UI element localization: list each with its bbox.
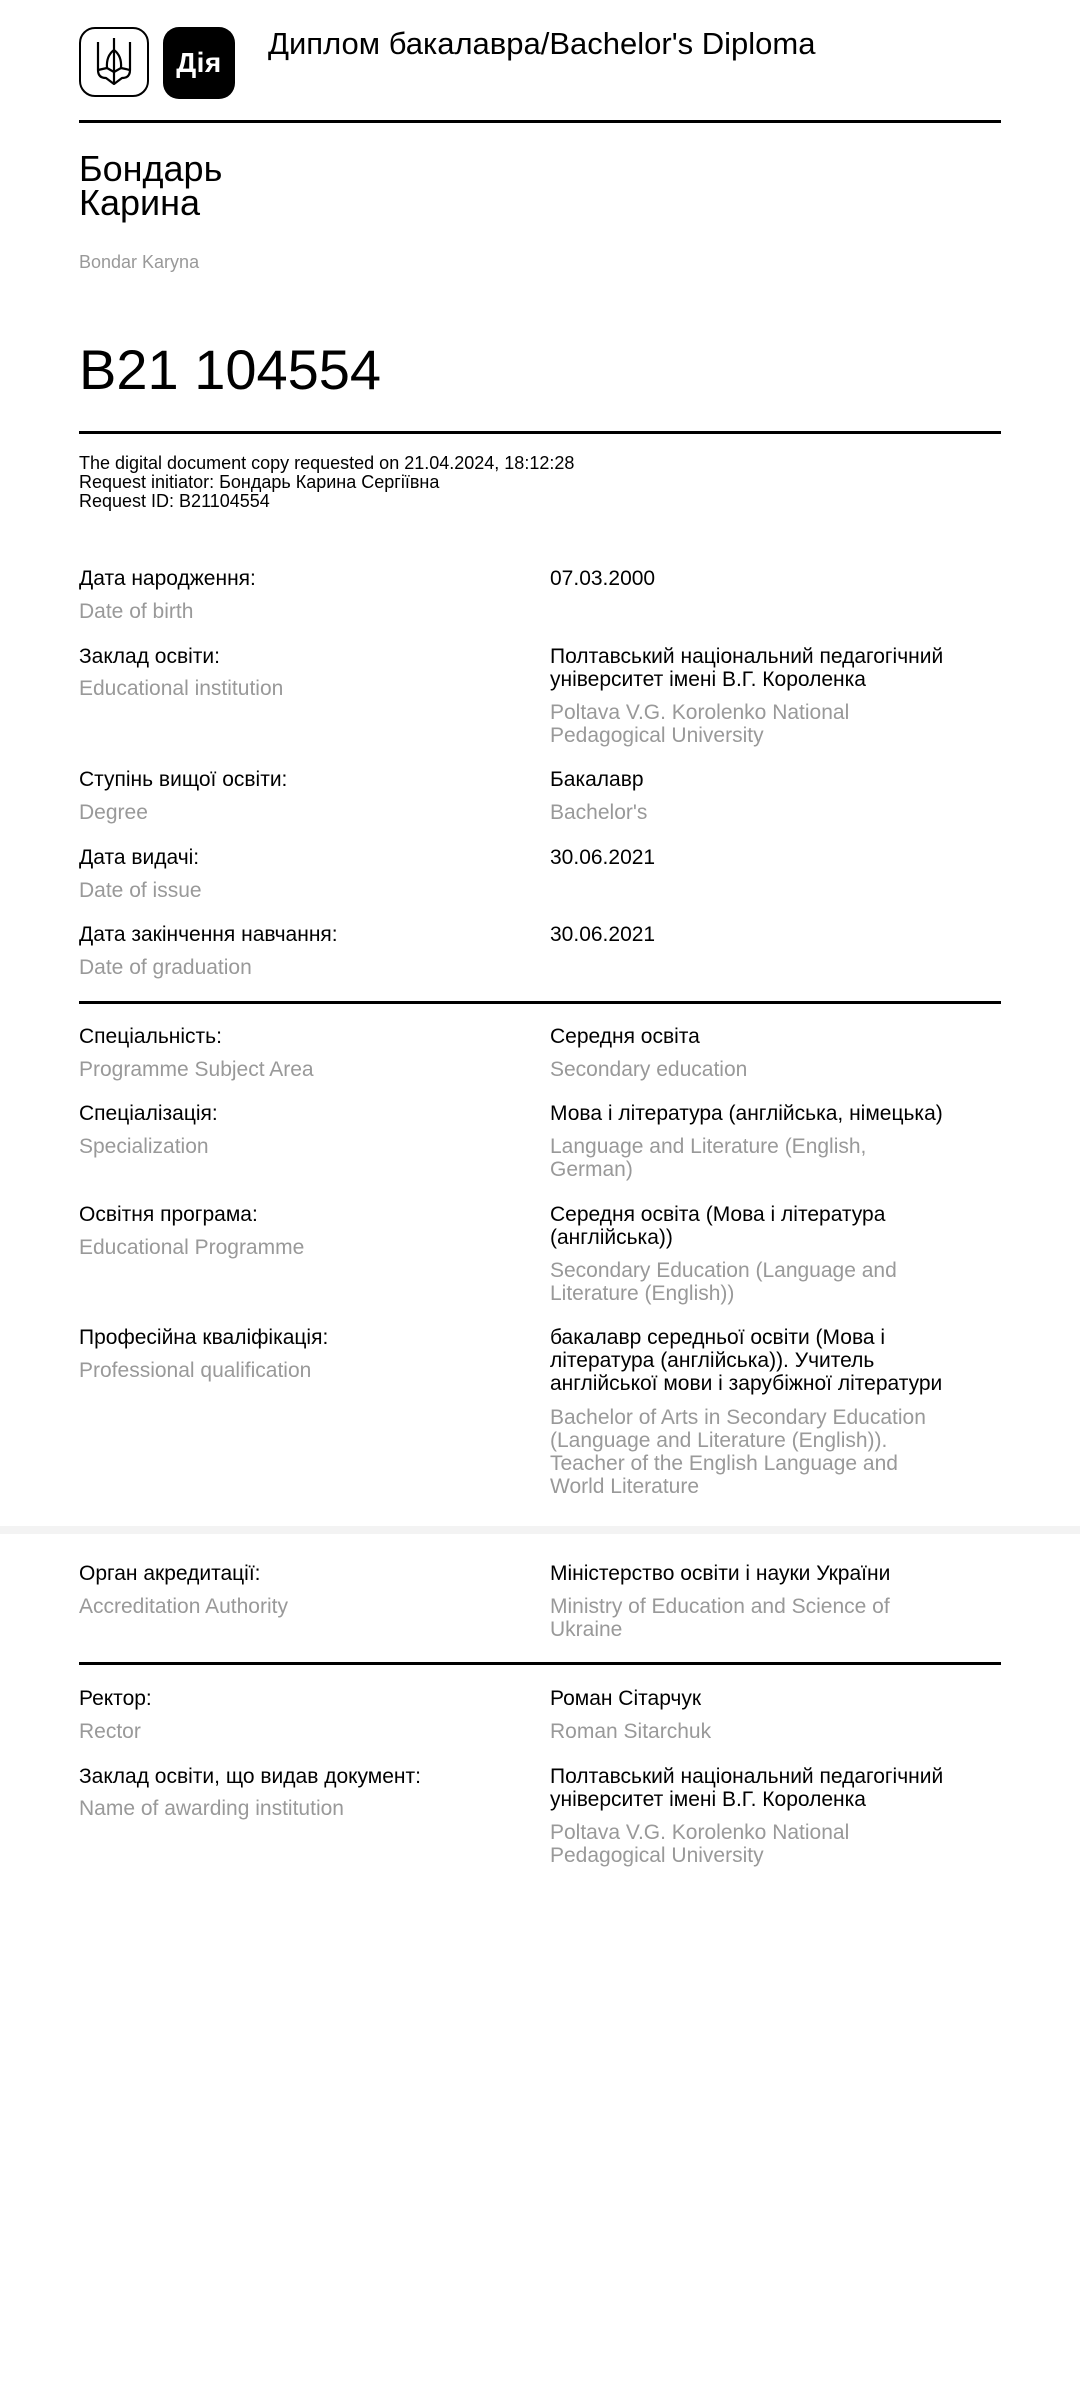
value-line: бакалавр середньої освіти (Мова і xyxy=(550,1326,886,1349)
holder-name xyxy=(79,148,223,223)
field-label-en: Programme Subject Area xyxy=(79,1058,314,1081)
field-label: Ступінь вищої освіти: xyxy=(79,768,288,791)
programme-value xyxy=(550,1203,1010,1249)
field-label-en: Date of birth xyxy=(79,600,194,623)
awarding-institution-value-en xyxy=(550,1821,1000,1867)
birth-date-value: 07.03.2000 xyxy=(550,567,656,590)
value-line: Pedagogical University xyxy=(550,1844,764,1867)
holder-surname: Бондарь xyxy=(79,148,223,189)
holder-name-en: Bondar Karyna xyxy=(79,252,200,272)
holder-given-name: Карина xyxy=(79,182,201,223)
field-label: Спеціальність: xyxy=(79,1025,222,1048)
value-line: Language and Literature (English, xyxy=(550,1135,867,1158)
value-line: література (англійська)). Учитель xyxy=(550,1349,875,1372)
value-line: університет імені В.Г. Короленка xyxy=(550,1788,866,1811)
field-label: Заклад освіти, що видав документ: xyxy=(79,1765,421,1788)
trident-icon-graphic xyxy=(94,36,134,88)
value-line: Poltava V.G. Korolenko National xyxy=(550,1821,850,1844)
value-line: Середня освіта (Мова і література xyxy=(550,1203,886,1226)
field-label-en: Educational Programme xyxy=(79,1236,305,1259)
graduation-date-value: 30.06.2021 xyxy=(550,923,656,946)
issue-date-value: 30.06.2021 xyxy=(550,846,656,869)
value-line: (Language and Literature (English)). xyxy=(550,1429,888,1452)
divider xyxy=(79,1662,1001,1665)
value-line: Pedagogical University xyxy=(550,724,764,747)
value-line: Bachelor of Arts in Secondary Education xyxy=(550,1406,926,1429)
accreditation-value-en xyxy=(550,1595,1000,1641)
value-line: Полтавський національний педагогічний xyxy=(550,1765,944,1788)
field-label: Дата видачі: xyxy=(79,846,200,869)
field-label-en: Name of awarding institution xyxy=(79,1797,344,1820)
diia-logo: Дія xyxy=(163,27,235,99)
qualification-value-en xyxy=(550,1406,1000,1498)
value-line: університет імені В.Г. Короленка xyxy=(550,668,866,691)
subject-value: Середня освіта xyxy=(550,1025,700,1048)
specialization-value-en xyxy=(550,1135,1000,1181)
field-label: Дата народження: xyxy=(79,567,256,590)
section-separator xyxy=(0,1526,1080,1534)
document-header xyxy=(79,27,1000,99)
rector-value: Роман Сітарчук xyxy=(550,1687,702,1710)
value-line: Literature (English)) xyxy=(550,1282,735,1305)
field-label: Ректор: xyxy=(79,1687,152,1710)
field-label: Спеціалізація: xyxy=(79,1102,218,1125)
field-label-en: Specialization xyxy=(79,1135,209,1158)
field-label: Дата закінчення навчання: xyxy=(79,923,338,946)
request-id: Request ID: B21104554 xyxy=(79,491,270,511)
accreditation-value: Міністерство освіти і науки України xyxy=(550,1562,891,1585)
document-title: Диплом бакалавра/Bachelor's Diploma xyxy=(268,26,816,61)
subject-value-en: Secondary education xyxy=(550,1058,748,1081)
value-line: Полтавський національний педагогічний xyxy=(550,645,944,668)
awarding-institution-value xyxy=(550,1765,1010,1811)
value-line: (англійська)) xyxy=(550,1226,673,1249)
request-initiator: Request initiator: Бондарь Карина Сергіївна xyxy=(79,472,440,492)
value-line: Teacher of the English Language and xyxy=(550,1452,898,1475)
divider xyxy=(79,1001,1001,1004)
value-line: Ukraine xyxy=(550,1618,623,1641)
field-label: Орган акредитації: xyxy=(79,1562,261,1585)
degree-value: Бакалавр xyxy=(550,768,644,791)
field-label-en: Educational institution xyxy=(79,677,284,700)
field-label-en: Rector xyxy=(79,1720,141,1743)
value-line: German) xyxy=(550,1158,633,1181)
divider xyxy=(79,120,1001,123)
value-line: Secondary Education (Language and xyxy=(550,1259,897,1282)
specialization-value: Мова і література (англійська, німецька) xyxy=(550,1102,943,1125)
field-label-en: Professional qualification xyxy=(79,1359,312,1382)
value-line: Poltava V.G. Korolenko National xyxy=(550,701,850,724)
field-label-en: Degree xyxy=(79,801,148,824)
rector-value-en: Roman Sitarchuk xyxy=(550,1720,712,1743)
value-line: англійської мови і зарубіжної літератури xyxy=(550,1372,943,1395)
programme-value-en xyxy=(550,1259,1000,1305)
field-label: Заклад освіти: xyxy=(79,645,220,668)
degree-value-en: Bachelor's xyxy=(550,801,648,824)
field-label-en: Accreditation Authority xyxy=(79,1595,288,1618)
request-info xyxy=(79,454,574,511)
field-label: Професійна кваліфікація: xyxy=(79,1326,329,1349)
qualification-value xyxy=(550,1326,1010,1395)
institution-value xyxy=(550,645,1010,691)
divider xyxy=(79,431,1001,434)
field-label-en: Date of graduation xyxy=(79,956,252,979)
request-date: The digital document copy requested on 21.04.2024, 18:12:28 xyxy=(79,453,575,473)
value-line: World Literature xyxy=(550,1475,700,1498)
value-line: Ministry of Education and Science of xyxy=(550,1595,890,1618)
field-label-en: Date of issue xyxy=(79,879,202,902)
institution-value-en xyxy=(550,701,1000,747)
trident-icon xyxy=(79,27,149,97)
field-label: Освітня програма: xyxy=(79,1203,258,1226)
document-number: B21 104554 xyxy=(79,338,382,401)
